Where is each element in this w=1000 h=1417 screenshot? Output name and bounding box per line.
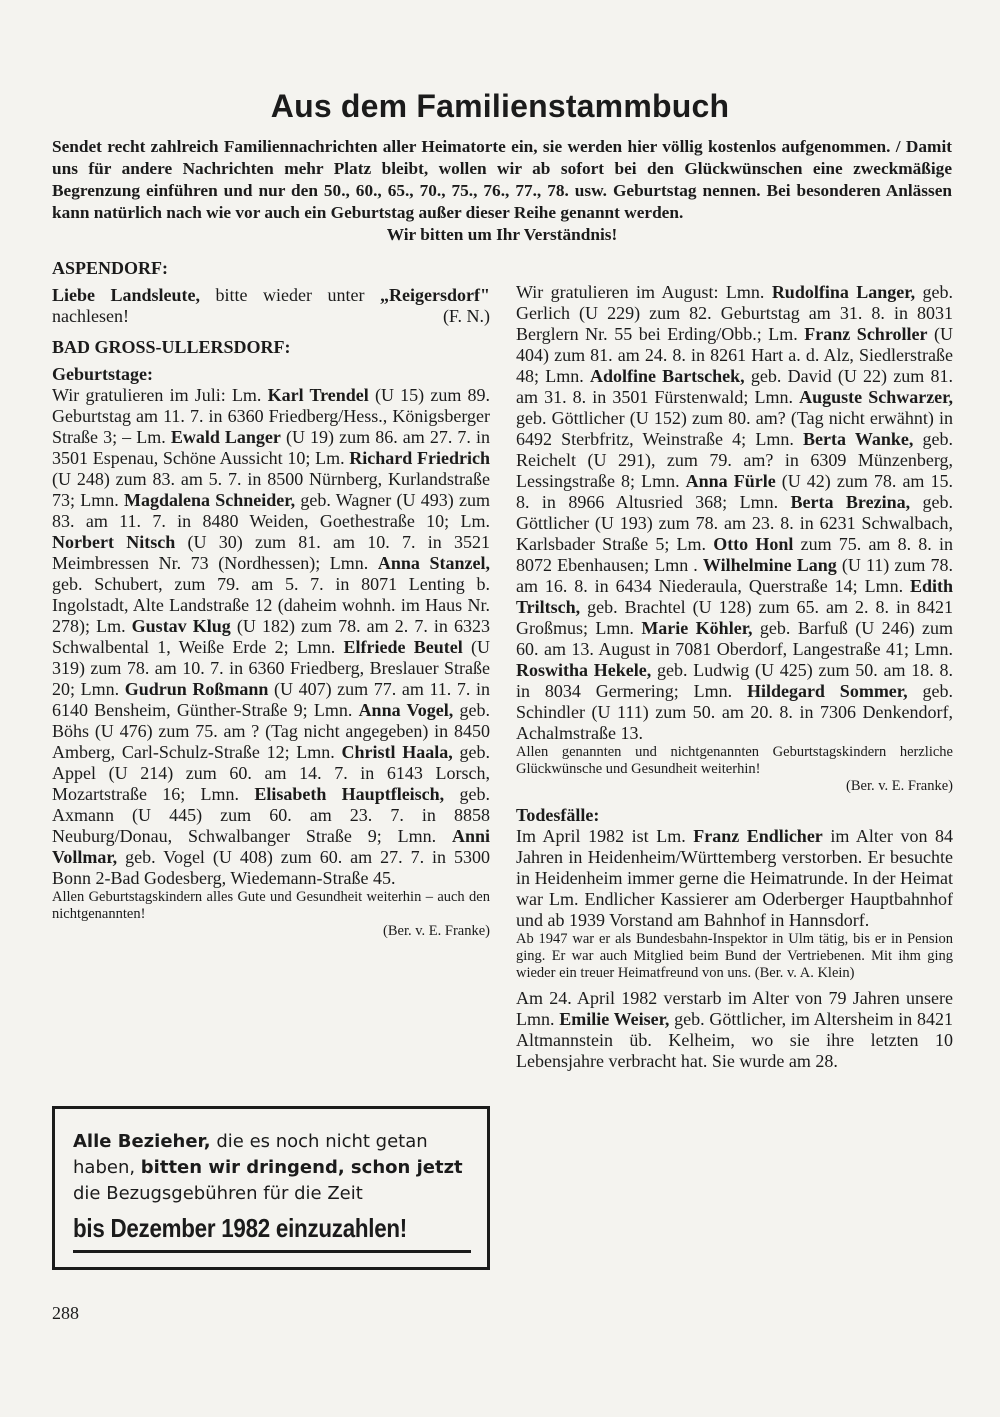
text-run: Wir gratulieren im August: Lmn. xyxy=(516,282,772,302)
bold-name: Elisabeth Hauptfleisch, xyxy=(254,784,445,804)
bold-name: Ewald Langer xyxy=(170,427,281,447)
text-run: Im April 1982 ist Lm. xyxy=(516,826,694,846)
text-run: (U 248) zum 83. am 5. 7. in 8500 Nürnberg, Kurlandstraße 73; Lmn. xyxy=(52,469,490,510)
intro-paragraph xyxy=(52,136,952,246)
birthdays-august-paragraph xyxy=(516,282,953,744)
text-run: geb. Schindler (U 111) zum 50. am 20. 8. in 7306 Denkendorf, Achalmstraße 13. xyxy=(516,681,953,743)
section-heading-bad-gross-ullersdorf: BAD GROSS-ULLERSDORF: xyxy=(52,337,291,357)
text-run: im Alter von 84 Jahren in Heidenheim/Württemberg verstorben. Er besuchte in Heidenheim immer gerne die Heimatrunde. In der Heimat war Lm. Endlicher Kassierer am Oderberger Hauptbahnhof und ab 1939 Vorstand am Bahnhof in Hannsdorf. xyxy=(516,826,953,930)
text-run: geb. Göttlicher (U 152) zum 80. am? (Tag nicht erwähnt) in 6492 Sterbfritz, Weinstraße 4; Lmn. xyxy=(516,408,953,449)
bold-name: Karl Trendel xyxy=(267,385,369,405)
text-run: die Bezugsgebühren für die Zeit xyxy=(73,1183,363,1204)
text-run: geb. Reichelt (U 291), zum 79. am? in 6309 Münzenberg, Lessingstraße 8; Lmn. xyxy=(516,429,953,491)
closing-text: Allen Geburtstagskindern alles Gute und Gesundheit weiterhin – auch den nichtgenannten! xyxy=(52,889,490,922)
text-run: Am 24. April 1982 verstarb im Alter von 79 Jahren unsere Lmn. xyxy=(516,988,953,1029)
text-run: (U 407) zum 77. am 11. 7. in 6140 Bensheim, Günther-Straße 9; Lmn. xyxy=(52,679,490,720)
text-run: geb. Brachtel (U 128) zum 65. am 2. 8. in 8421 Großmus; Lmn. xyxy=(516,597,953,638)
text-run: nachlesen! xyxy=(52,306,129,326)
text-run: (U 404) zum 81. am 24. 8. in 8261 Hart a. d. Alz, Siedlerstraße 48; Lmn. xyxy=(516,324,953,386)
underline-rule xyxy=(73,1250,471,1253)
text-run: geb. David (U 22) zum 81. am 31. 8. in 3501 Fürstenwald; Lmn. xyxy=(516,366,953,407)
bold-name: Adolfine Bartschek, xyxy=(589,366,745,386)
intro-last-line: Wir bitten um Ihr Verständnis! xyxy=(386,225,618,244)
bold-name: Norbert Nitsch xyxy=(52,532,176,552)
text-run: (U 15) zum 89. Geburtstag am 11. 7. in 6360 Friedberg/Hess., Königsberger Straße 3; – Lm. xyxy=(52,385,490,447)
signature: (Ber. v. E. Franke) xyxy=(846,778,953,794)
text-run: geb. Schubert, zum 79. am 5. 7. in 8071 Lenting b. Ingolstadt, Alte Landstraße 12 (daheim wohnh. im Haus Nr. 278); Lm. xyxy=(52,574,490,636)
death-notice-weiser xyxy=(516,988,953,1072)
text-run: geb. Axmann (U 445) zum 60. am 23. 7. in 8858 Neuburg/Donau, Schwalbanger Straße 9; Lmn. xyxy=(52,784,490,846)
notice-deadline: bis Dezember 1982 einzuzahlen! xyxy=(73,1213,408,1243)
subheading-birthdays: Geburtstage: xyxy=(52,364,153,384)
text-run: geb. Göttlicher, im Altersheim in 8421 Altmannstein üb. Kelheim, wo sie ihre letzten 10 Lebensjahre verbracht hat. Sie wurde am 28. xyxy=(516,1009,953,1071)
text-run: zum 75. am 8. 8. in 8072 Ebenhausen; Lmn . xyxy=(516,534,953,575)
text-run: bitte wieder unter xyxy=(215,285,365,305)
bold-name: Anna Fürle xyxy=(685,471,776,491)
subheading-deaths: Todesfälle: xyxy=(516,805,600,825)
right-column xyxy=(516,282,953,1072)
bold-name: Hildegard Sommer, xyxy=(746,681,908,701)
text-run: geb. Appel (U 214) zum 60. am 14. 7. in 6143 Lorsch, Mozartstraße 16; Lmn. xyxy=(52,742,490,804)
text-run: geb. Böhs (U 476) zum 75. am ? (Tag nicht angegeben) in 8450 Amberg, Carl-Schulz-Straße 12; Lmn. xyxy=(52,700,490,762)
bold-name: Gudrun Roßmann xyxy=(124,679,269,699)
bold-name: Franz Schroller xyxy=(804,324,928,344)
bold-name: Berta Wanke, xyxy=(803,429,914,449)
text-run: Wir gratulieren im Juli: Lm. xyxy=(52,385,268,405)
birthdays-july-paragraph xyxy=(52,385,490,889)
text-run: (U 42) zum 78. am 15. 8. in 8966 Altusried 368; Lmn. xyxy=(516,471,953,512)
bold-name: Edith Triltsch, xyxy=(516,576,953,617)
bold-name: Wilhelmine Lang xyxy=(702,555,837,575)
section-heading-aspendorf: ASPENDORF: xyxy=(52,258,168,278)
bold-name: Rudolfina Langer, xyxy=(771,282,916,302)
bold-name: Magdalena Schneider, xyxy=(124,490,296,510)
text-run: geb. Ludwig (U 425) zum 50. am 18. 8. in 8034 Germering; Lmn. xyxy=(516,660,953,701)
text-run: (U 319) zum 78. am 10. 7. in 6360 Friedberg, Breslauer Straße 20; Lmn. xyxy=(52,637,490,699)
bold-name: Anna Vogel, xyxy=(358,700,454,720)
aspendorf-paragraph xyxy=(52,285,490,327)
subscription-notice-box xyxy=(52,1106,490,1270)
page-title: Aus dem Familienstammbuch xyxy=(270,88,730,124)
bold-name: Emilie Weiser, xyxy=(559,1009,670,1029)
text-run: (U 182) zum 78. am 2. 7. in 6323 Schwalbental 1, Weiße Erde 2; Lmn. xyxy=(52,616,490,657)
bold-name: Anna Stanzel, xyxy=(377,553,490,573)
intro-text: Sendet recht zahlreich Familiennachrichten aller Heimatorte ein, sie werden hier völlig kostenlos aufgenommen. / Damit uns für andere Nachrichten mehr Platz bleibt, wollen wir ab sofort bei den Glückwünschen eine zweckmäßige Begrenzung einführen und nur den 50., 60., 65., 70., 75., 76., 77., 78. usw. Geburtstag nennen. Bei besonderen Anlässen kann natürlich nach wie vor auch ein Geburtstag außer dieser Reihe genannt werden. xyxy=(52,137,952,222)
text-run: (U 19) zum 86. am 27. 7. in 3501 Espenau, Schöne Aussicht 10; Lm. xyxy=(52,427,491,468)
bold-name: Auguste Schwarzer, xyxy=(799,387,954,407)
page-number: 288 xyxy=(52,1303,79,1323)
bold-name: Marie Köhler, xyxy=(641,618,753,638)
bold-name: Christl Haala, xyxy=(341,742,453,762)
signature: (Ber. v. E. Franke) xyxy=(383,923,490,939)
bold-name: Anni Vollmar, xyxy=(52,826,490,867)
closing-note-right xyxy=(516,744,953,795)
bold-phrase: bitten wir dringend, schon jetzt xyxy=(140,1157,463,1178)
signature: (F. N.) xyxy=(442,306,490,326)
death-notice-endlicher xyxy=(516,826,953,931)
bold-name: Richard Friedrich xyxy=(349,448,490,468)
text-run: (U 11) zum 78. am 16. 8. in 6434 Niederaula, Querstraße 14; Lmn. xyxy=(516,555,953,596)
left-column xyxy=(52,258,490,940)
text-run: geb. Gerlich (U 229) zum 82. Geburtstag am 31. 8. in 8031 Berglern Nr. 55 bei Erding/Obb.; Lm. xyxy=(516,282,954,344)
death-notice-endlicher-small: Ab 1947 war er als Bundesbahn-Inspektor in Ulm tätig, bis er in Pension ging. Er war auch Mitglied beim Bund der Vertriebenen. Mit ihm ging wieder ein treuer Heimatfreund von uns. (Ber. v. A. Klein) xyxy=(516,931,953,981)
bold-name: Otto Honl xyxy=(713,534,794,554)
bold-phrase: Alle Bezieher, xyxy=(73,1131,211,1152)
text-run: geb. Vogel (U 408) zum 60. am 27. 7. in 5300 Bonn 2-Bad Godesberg, Wiedemann-Straße 45. xyxy=(52,847,490,888)
notice-text xyxy=(73,1129,473,1207)
bold-name: „Reigersdorf" xyxy=(380,285,491,305)
text-run: (U 30) zum 81. am 10. 7. in 3521 Meimbressen Nr. 73 (Nordhessen); Lmn. xyxy=(52,532,490,573)
text-run: die es noch nicht getan haben, xyxy=(73,1131,428,1178)
bold-name: Gustav Klug xyxy=(131,616,231,636)
bold-name: Berta Brezina, xyxy=(790,492,911,512)
closing-text: Allen genannten und nichtgenannten Geburtstagskindern herzliche Glückwünsche und Gesundheit weiterhin! xyxy=(516,744,953,777)
text-run: geb. Wagner (U 493) zum 83. am 11. 7. in 8480 Weiden, Goethestraße 10; Lm. xyxy=(52,490,491,531)
bold-name: Franz Endlicher xyxy=(693,826,823,846)
text-run: geb. Barfuß (U 246) zum 60. am 13. August in 7081 Oberdorf, Langestraße 41; Lmn. xyxy=(516,618,954,659)
bold-name: Elfriede Beutel xyxy=(343,637,463,657)
bold-name: Liebe Landsleute, xyxy=(52,285,201,305)
closing-note-left xyxy=(52,889,490,940)
bold-name: Roswitha Hekele, xyxy=(516,660,652,680)
text-run: geb. Göttlicher (U 193) zum 78. am 23. 8. in 6231 Schwalbach, Karlsbader Straße 5; Lm. xyxy=(516,492,953,554)
